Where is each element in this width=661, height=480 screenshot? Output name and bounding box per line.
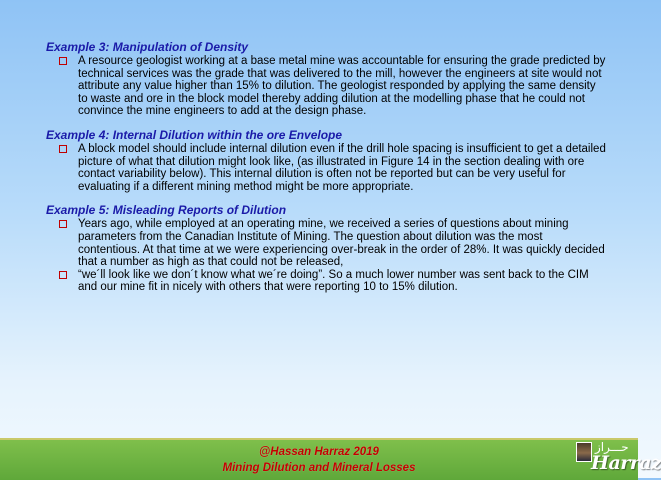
bullet-item [46,55,606,118]
footer-title: Mining Dilution and Mineral Losses [222,462,416,474]
section-heading: Example 4: Internal Dilution within the ore Envelope [46,127,343,142]
footer-bar [0,438,638,480]
section-heading: Example 3: Manipulation of Density [46,40,249,54]
section-example-3 [46,40,606,118]
bullet-item [46,143,606,193]
bullet-text: “we´ll look like we don´t know what we´re doing”. So a much lower number was sent back to the CIM and our mine fit in nicely with others that were reporting 10 to 15% dilution. [78,268,589,294]
section-heading: Example 5: Misleading Reports of Dilution [46,203,287,218]
author-photo [576,442,592,462]
square-bullet-icon [59,271,67,279]
bullet-text: A resource geologist working at a base metal mine was accountable for ensuring the grade predicted by technical services was the grade that was delivered to the mill, however the engineers at site would not attribute any value higher than 15% to dilution. The geologist responded by applying the same density to waste and ore in the block model thereby adding dilution at the modelling phase that he could not convince the mine engineers to add at the design phase. [78,55,606,118]
logo-script-text: Harraz [591,452,661,474]
footer-copyright: @Hassan Harraz 2019 [259,446,379,458]
square-bullet-icon [59,57,67,65]
square-bullet-icon [59,220,67,228]
bullet-text: Years ago, while employed at an operating mine, we received a series of questions about mining parameters from the Canadian Institute of Mining. The question about dilution was the most contentious. At that time at we were experiencing over-break in the order of 28%. It was quickly decided that a number as high as that could not be released, [78,218,605,269]
section-example-5 [46,203,606,294]
square-bullet-icon [59,145,67,153]
section-example-4 [46,128,606,193]
slide-content [46,40,606,304]
bullet-text: A block model should include internal dilution even if the drill hole spacing is insufficient to get a detailed picture of what that dilution might look like, (as illustrated in Figure 14 in the section dealing with ore contact variability below). This internal dilution is often not be reported but can be very useful for evaluating if a different mining method might be more appropriate. [78,142,606,193]
bullet-item [46,269,606,294]
harraz-logo [575,440,661,478]
logo-arabic-text: حـــراز [595,440,629,454]
bullet-item [46,218,606,268]
